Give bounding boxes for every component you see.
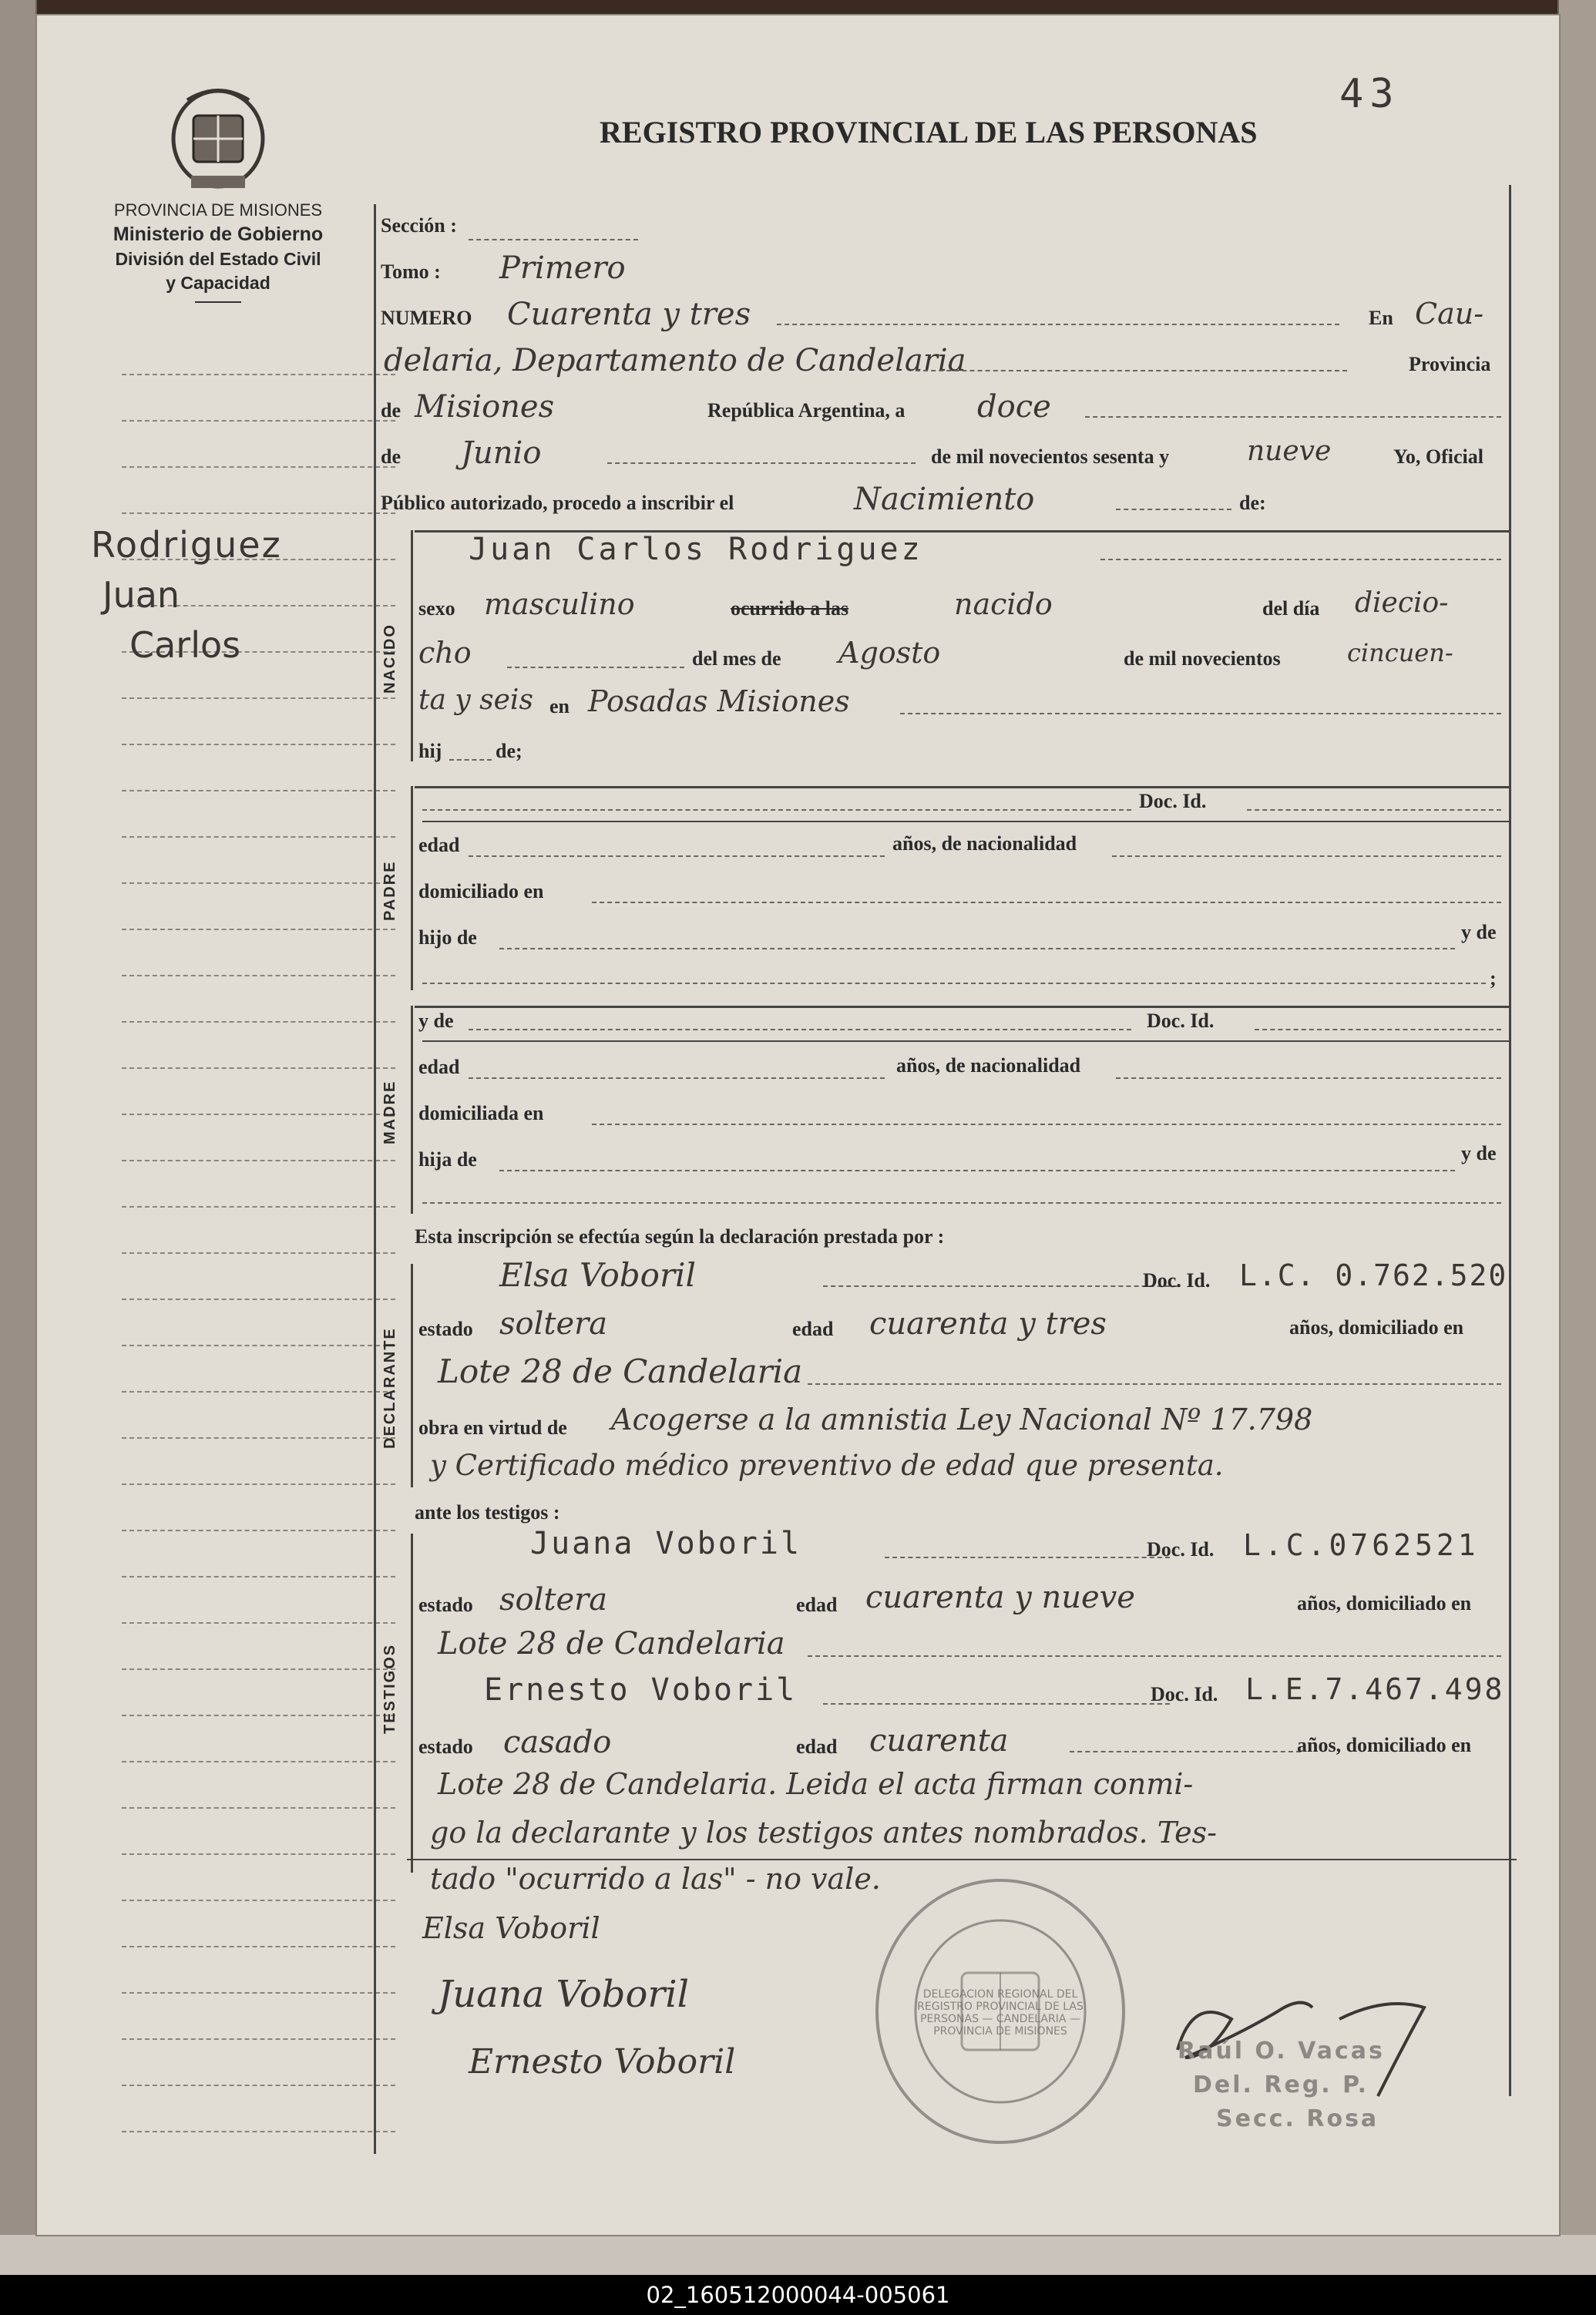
de-colon: de: [1239,492,1266,514]
testigo-2-edad-line [1070,1751,1301,1752]
book-binding-left [0,0,37,2235]
padre-domicilio-label: domiciliado en [418,880,544,902]
de-label-2: de [381,445,401,468]
declarante-estado: soltera [499,1306,608,1342]
padre-hijo-label: hijo de [418,926,477,949]
declarante-estado-label: estado [418,1318,473,1340]
seal-text: DELEGACION REGIONAL DEL REGISTRO PROVINCIAL DE LAS PERSONAS — CANDELARIA — PROVINCIA DE MISIONES [917,1988,1084,2038]
month-line [607,462,916,464]
padre-end-mark: ; [1490,967,1497,990]
main-frame-left [374,204,376,2154]
declarante-name-line [823,1285,1178,1287]
testigo-1-name: Juana Voboril [530,1526,802,1561]
oficial-label: Yo, Oficial [1393,445,1483,468]
acto-value: Nacimiento [854,482,1035,517]
sexo-label: sexo [418,597,455,620]
tomo-value: Primero [499,250,626,286]
testigo-2-estado: casado [503,1725,612,1760]
signature-testigo-1: Juana Voboril [438,1973,689,2016]
madre-bracket [411,1006,413,1214]
testigo-2-name: Ernesto Voboril [484,1672,798,1708]
year-value: nueve [1247,435,1332,467]
madre-doc-line [1255,1029,1501,1030]
day-line [1085,416,1501,418]
testigo-2-domicilio-label: años, domiciliado en [1297,1734,1472,1756]
page-number: 43 [1339,71,1400,117]
padre-doc-line [1247,809,1501,811]
testigo-2-estado-label: estado [418,1735,473,1758]
declarante-domicilio-line [808,1383,1501,1385]
dia-line [507,667,684,668]
closing-line-1: go la declarante y los testigos antes nombrados. Tes- [430,1816,1217,1850]
obra-label: obra en virtud de [418,1416,567,1439]
testigo-2-doc: L.E.7.467.498 [1245,1672,1505,1706]
declarante-edad: cuarenta y tres [869,1306,1107,1342]
declarante-name: Elsa Voboril [499,1256,696,1294]
numero-line [777,324,1339,325]
nacido-name: Juan Carlos Rodriguez [469,532,923,567]
declarante-bracket [411,1264,413,1487]
tomo-label: Tomo : [381,260,441,283]
testigo-1-domicilio-line [808,1655,1501,1657]
testigo-2-edad-label: edad [796,1735,838,1758]
en-line [916,370,1347,371]
en-value-1: Cau- [1415,297,1484,331]
obra-value-1: Acogerse a la amnistia Ley Nacional Nº 17.798 [611,1403,1313,1436]
madre-edad-line [469,1077,885,1079]
signature-declarante: Elsa Voboril [422,1911,600,1945]
padre-y-de-line [422,983,1486,984]
lugar-line [900,713,1501,714]
testigo-2-name-line [823,1703,1170,1705]
del-dia-label: del día [1262,597,1320,620]
testigo-1-estado: soltera [499,1582,608,1618]
padre-hijo-line [499,948,1455,949]
declarante-domicilio-label: años, domiciliado en [1289,1316,1464,1339]
office-line: y Capacidad [166,273,270,293]
declarante-edad-label: edad [792,1318,834,1340]
padre-bracket [411,786,413,990]
anio-value-2: ta y seis [418,684,533,716]
testigo-1-estado-label: estado [418,1594,473,1616]
acto-line [1116,509,1231,510]
madre-top-rule [415,1006,1509,1008]
margin-surname: Rodriguez [91,524,282,566]
dia-value-2: cho [418,636,472,670]
madre-domicilio-line [592,1124,1501,1125]
image-caption: 02_160512000044-005061 [0,2275,1596,2315]
testigo-1-edad-label: edad [796,1594,838,1616]
numero-value: Cuarenta y tres [507,297,751,332]
margin-firstname: Juan [102,574,180,616]
nacido-bracket [411,530,413,761]
declarante-domicilio: Lote 28 de Candelaria [438,1352,803,1390]
padre-edad-line [469,855,885,857]
closing-rule [407,1859,1517,1860]
madre-doc-label: Doc. Id. [1147,1010,1215,1032]
testigos-label: TESTIGOS [381,1643,398,1734]
declarante-intro: Esta inscripción se efectúa según la declaración prestada por : [415,1225,945,1248]
ocurrido-label: ocurrido a las [731,597,849,620]
madre-label: MADRE [381,1080,398,1144]
nacido-value: nacido [954,587,1053,621]
testigo-1-edad: cuarenta y nueve [865,1580,1135,1615]
coat-of-arms-icon [164,85,272,200]
padre-label: PADRE [381,860,398,921]
madre-y-de-label: y de [418,1010,454,1032]
official-stamp [1178,2034,1385,2136]
testigo-1-name-line [885,1557,1170,1558]
mes-value: Agosto [838,636,941,670]
seccion-label: Sección : [381,214,457,237]
en-label: En [1369,307,1393,329]
madre-y-de-end: y de [1461,1142,1497,1164]
official-stamp-line: Secc. Rosa [1216,2105,1379,2132]
madre-nacionalidad-label: años, de nacionalidad [896,1054,1081,1077]
book-binding-right [1557,0,1596,2235]
sexo-value: masculino [484,587,635,621]
declarante-doc-value: L.C. 0.762.520 [1239,1258,1508,1292]
office-line: División del Estado Civil [115,249,321,269]
testigo-2-doc-label: Doc. Id. [1151,1683,1218,1705]
closing-line-2: tado "ocurrido a las" - no vale. [430,1862,881,1896]
obra-value-2: y Certificado médico preventivo de edad que presenta. [430,1449,1224,1482]
main-frame-right [1509,185,1511,2096]
padre-rule-2 [422,821,1509,822]
madre-name-line [469,1029,1131,1030]
numero-label: NUMERO [381,307,472,329]
office-header [76,200,361,303]
madre-domicilio-label: domiciliada en [418,1102,544,1124]
madre-y-de-line [422,1202,1501,1204]
madre-nacionalidad-line [1116,1077,1501,1079]
testigo-2-domicilio: Lote 28 de Candelaria. Leida el acta firman conmi- [438,1767,1194,1801]
office-line: Ministerio de Gobierno [113,223,324,245]
page-bottom-edge [0,2235,1596,2275]
dia-value-1: diecio- [1355,587,1449,619]
provincia-value: Misiones [415,389,555,425]
day-value: doce [977,389,1051,425]
lugar-value: Posadas Misiones [588,684,850,718]
testigos-bracket [411,1534,413,1873]
official-stamp-line: Raúl O. Vacas [1178,2038,1385,2065]
nacido-label: NACIDO [381,623,398,694]
padre-nacionalidad-line [1112,855,1501,857]
padre-name-line [422,809,1131,811]
declarante-label: DECLARANTE [381,1327,398,1449]
madre-edad-label: edad [418,1056,460,1078]
seccion-line [469,239,638,240]
republica-label: República Argentina, a [707,399,906,422]
anio-value-1: cincuen- [1347,638,1453,667]
en-value-2: delaria, Departamento de Candelaria [384,343,966,378]
padre-y-de-label: y de [1461,921,1497,943]
office-line: PROVINCIA DE MISIONES [113,200,323,220]
testigo-1-domicilio-label: años, domiciliado en [1297,1592,1472,1614]
padre-top-rule [415,786,1509,788]
madre-hija-line [499,1170,1455,1171]
nacido-name-line [1100,559,1501,560]
official-stamp-line: Del. Reg. P. [1193,2071,1369,2098]
month-value: Junio [461,435,542,471]
testigo-1-doc: L.C.0762521 [1243,1528,1480,1562]
testigo-1-doc-label: Doc. Id. [1147,1538,1215,1561]
padre-nacionalidad-label: años, de nacionalidad [892,832,1077,855]
margin-secondname: Carlos [129,624,241,666]
anio-label: de mil novecientos [1124,647,1281,670]
testigos-intro: ante los testigos : [415,1501,560,1524]
year-label: de mil novecientos sesenta y [931,445,1170,468]
hij-line [449,759,492,761]
padre-doc-label: Doc. Id. [1139,790,1207,812]
signature-testigo-2: Ernesto Voboril [469,2042,736,2081]
testigo-1-domicilio: Lote 28 de Candelaria [438,1626,785,1661]
office-divider [195,301,241,303]
de-label: de [381,399,401,422]
provincia-label: Provincia [1409,353,1491,375]
padre-edad-label: edad [418,834,460,856]
madre-hija-label: hija de [418,1148,477,1171]
hij-de-label: de; [496,740,522,762]
register-page [35,14,1561,2236]
hij-label: hij [418,740,442,762]
madre-rule-2 [422,1040,1509,1042]
mes-label: del mes de [692,647,781,670]
page-title: REGISTRO PROVINCIAL DE LAS PERSONAS [600,115,1258,150]
declarante-doc-label: Doc. Id. [1143,1269,1211,1292]
testigo-2-edad: cuarenta [869,1723,1009,1759]
padre-domicilio-line [592,902,1501,903]
nacido-en-label: en [549,695,570,717]
publico-label: Público autorizado, procedo a inscribir el [381,492,734,514]
